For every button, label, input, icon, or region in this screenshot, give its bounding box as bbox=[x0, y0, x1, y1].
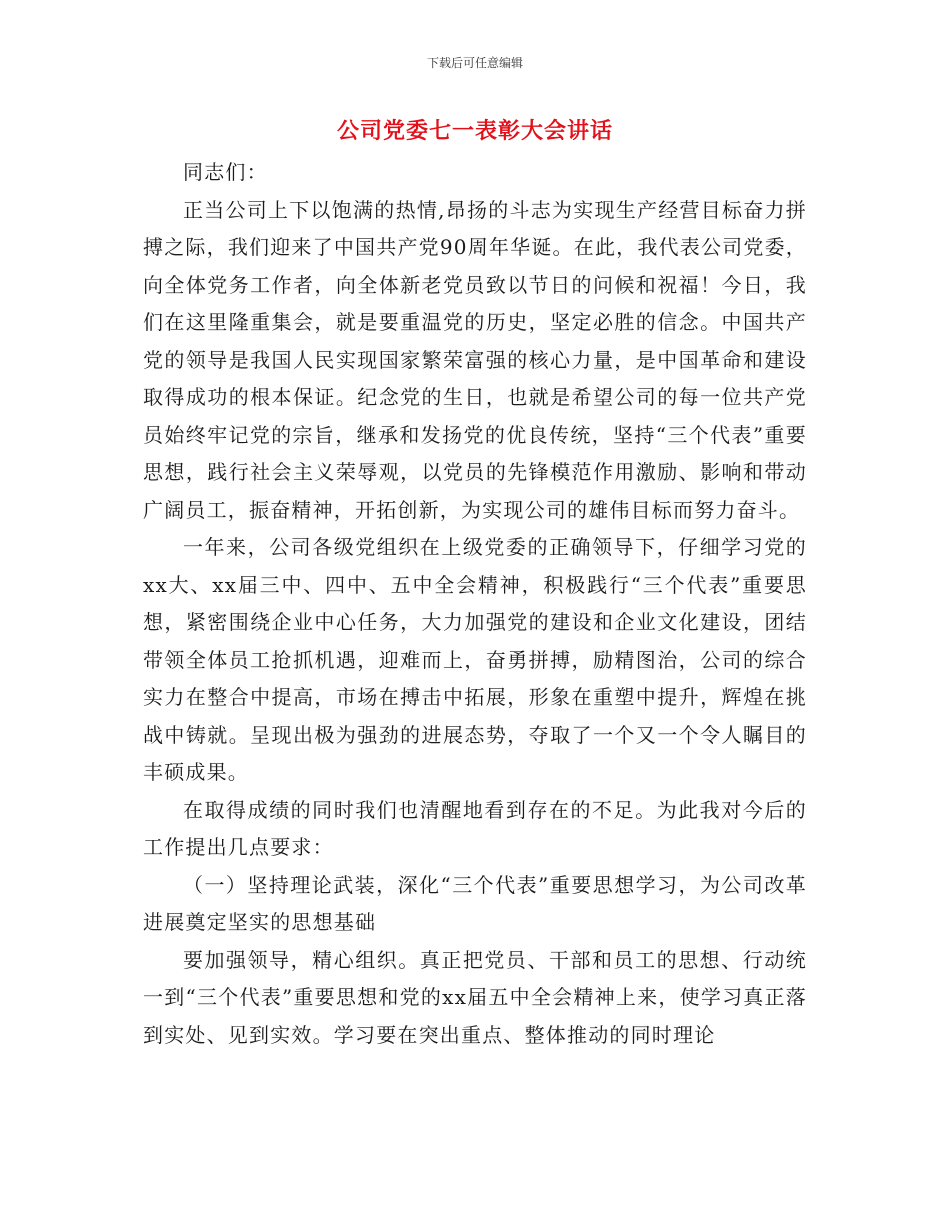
salutation: 同志们： bbox=[183, 160, 268, 184]
paragraph-4: 要加强领导，精心组织。真正把党员、干部和员工的思想、行动统一到“三个代表”重要思想和党的xx届五中全会精神上来，使学习真正落到实处、见到实效。学习要在突出重点、整体推动的同时理论 bbox=[143, 947, 807, 1047]
document-title: 公司党委七一表彰大会讲话 bbox=[336, 118, 613, 144]
document-body bbox=[143, 154, 807, 1054]
section-heading-1: （一）坚持理论武装，深化“三个代表”重要思想学习，为公司改革进展奠定坚实的思想基础 bbox=[143, 872, 807, 934]
header-note: 下载后可任意编辑 bbox=[426, 56, 523, 70]
paragraph-2: 一年来，公司各级党组织在上级党委的正确领导下，仔细学习党的xx大、xx届三中、四中、五中全会精神，积极践行“三个代表”重要思想，紧密围绕企业中心任务，大力加强党的建设和企业文化建设，团结带领全体员工抢抓机遇，迎难而上，奋勇拼搏，励精图治，公司的综合实力在整合中提高，市场在搏击中拓展，形象在重塑中提升，辉煌在挑战中铸就。呈现出极为强劲的进展态势，夺取了一个又一个令人瞩目的丰硕成果。 bbox=[143, 535, 807, 784]
paragraph-3: 在取得成绩的同时我们也清醒地看到存在的不足。为此我对今后的工作提出几点要求： bbox=[143, 797, 807, 859]
paragraph-1: 正当公司上下以饱满的热情,昂扬的斗志为实现生产经营目标奋力拼搏之际，我们迎来了中国共产党90周年华诞。在此，我代表公司党委，向全体党务工作者，向全体新老党员致以节日的问候和祝福！今日，我们在这里隆重集会，就是要重温党的历史，坚定必胜的信念。中国共产党的领导是我国人民实现国家繁荣富强的核心力量，是中国革命和建设取得成功的根本保证。纪念党的生日，也就是希望公司的每一位共产党员始终牢记党的宗旨，继承和发扬党的优良传统，坚持“三个代表”重要思想，践行社会主义荣辱观，以党员的先锋模范作用激励、影响和带动广阔员工，振奋精神，开拓创新，为实现公司的雄伟目标而努力奋斗。 bbox=[143, 197, 807, 522]
